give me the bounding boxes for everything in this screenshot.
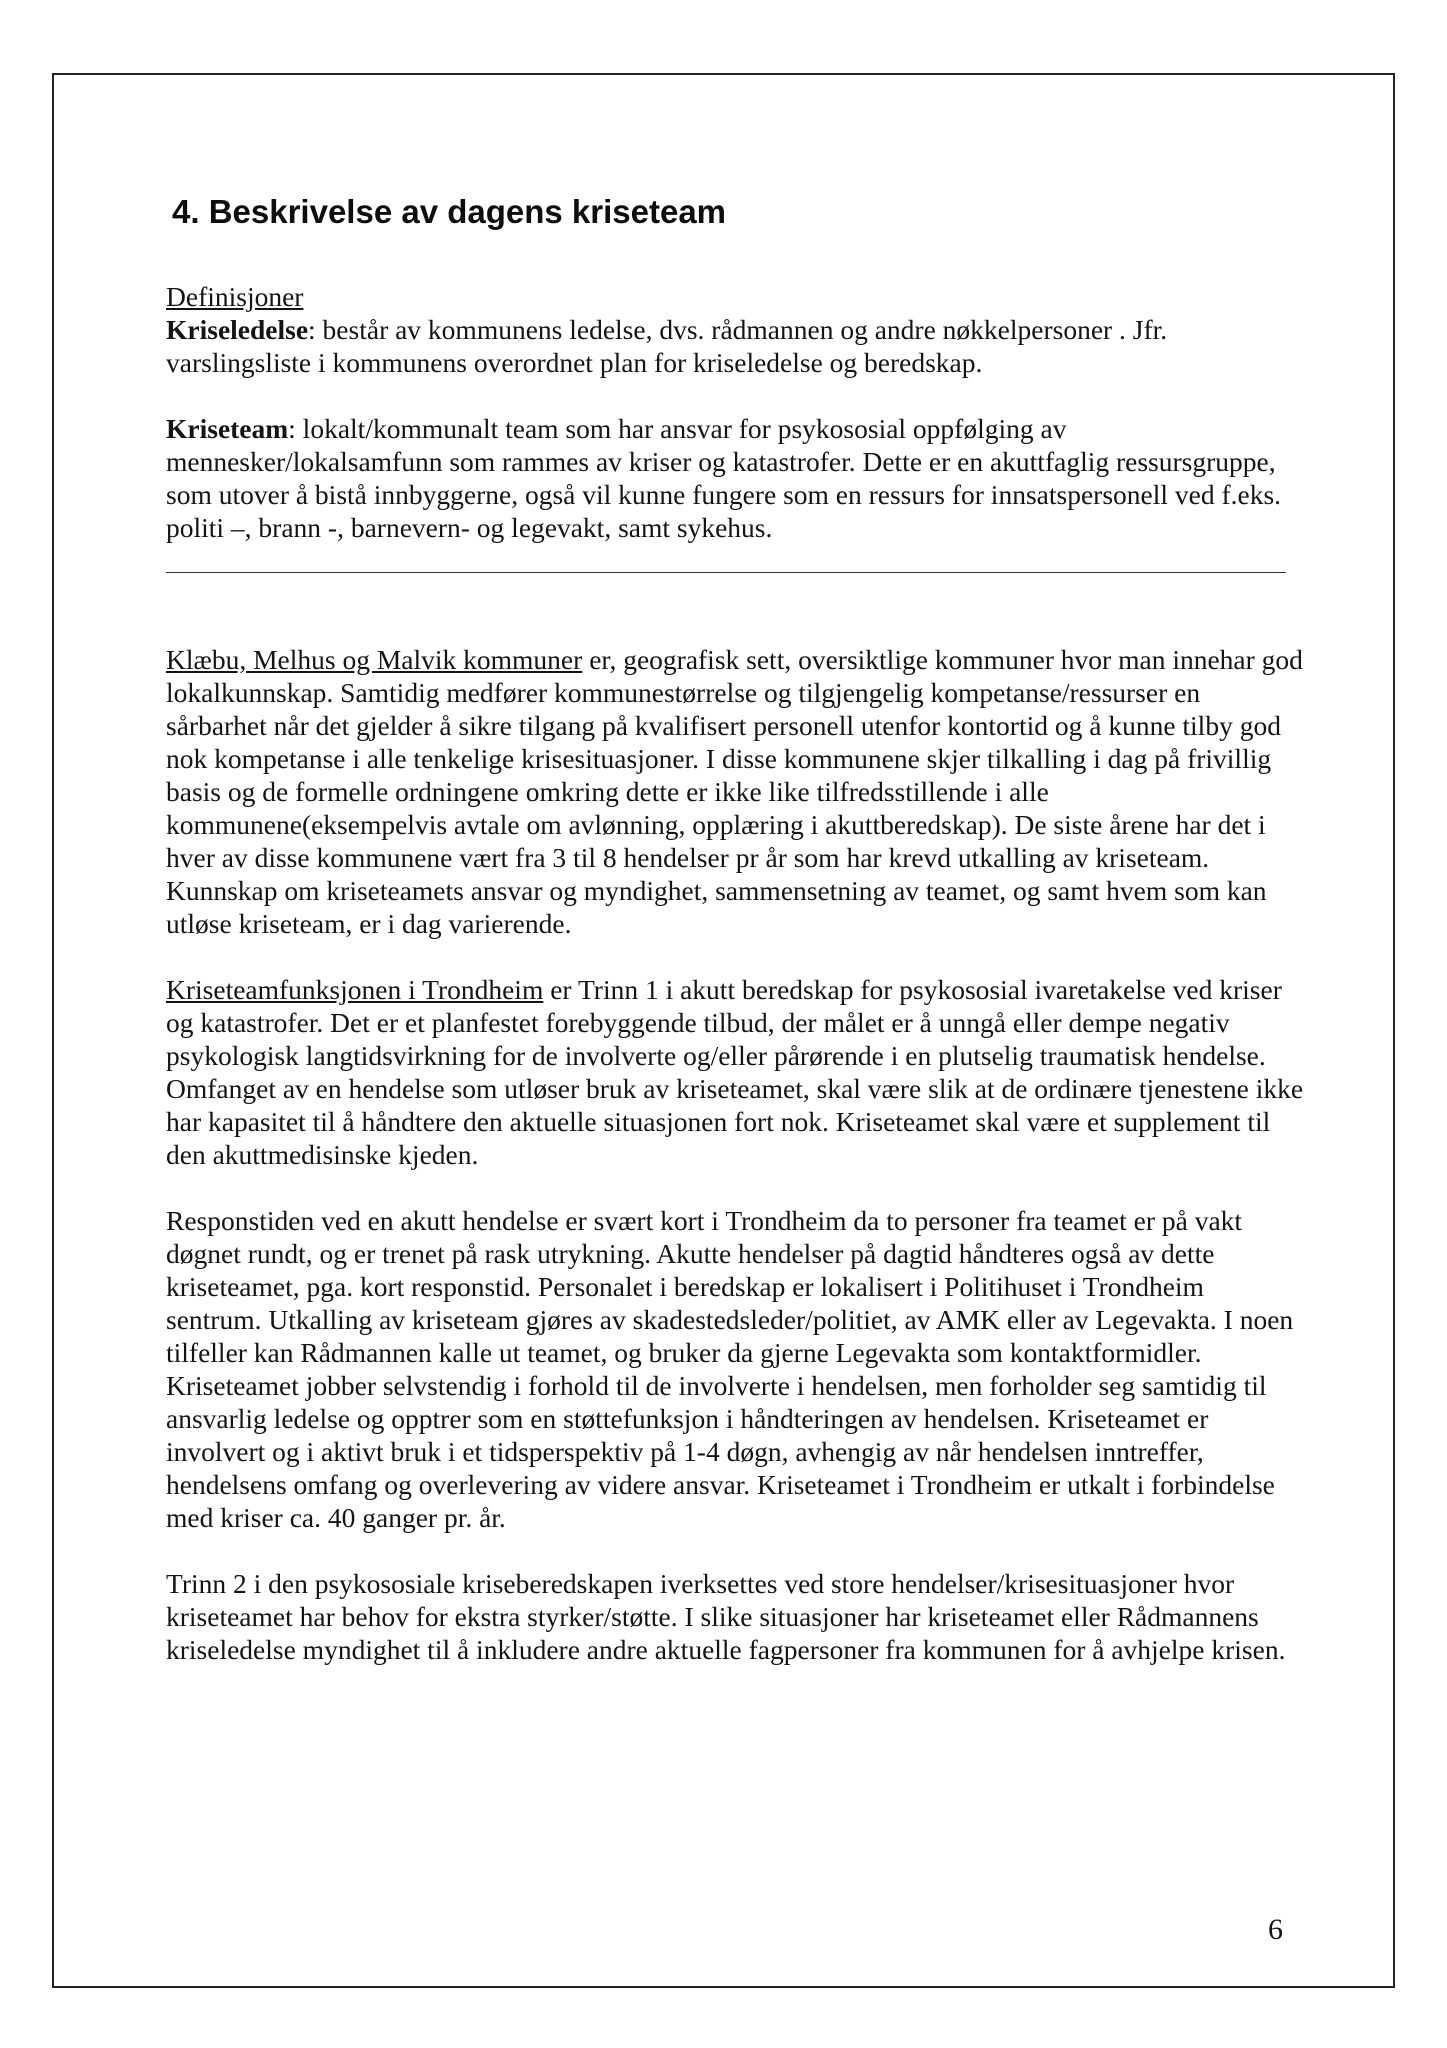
section-heading: 4. Beskrivelse av dagens kriseteam [172, 193, 727, 230]
definition-kriseledelse-text: : består av kommunens ledelse, dvs. rådmannen og andre nøkkelpersoner . Jfr. varslingsliste i kommunens overordnet plan for kriseledelse og beredskap. [166, 314, 1168, 378]
definition-kriseteam [166, 412, 1306, 544]
paragraph-trinn-2 [166, 1567, 1306, 1666]
term-kriseteam: Kriseteam [166, 413, 289, 444]
paragraph-lead: Klæbu, Melhus og Malvik kommuner [166, 644, 583, 675]
definition-kriseteam-text: : lokalt/kommunalt team som har ansvar for psykososial oppfølging av mennesker/lokalsamfunn som rammes av kriser og katastrofer. Dette er en akuttfaglig ressursgruppe, som utover å bistå innbyggerne, også vil kunne fungere som en ressurs for innsatspersonell ved f.eks. politi –, brann -, barnevern- og legevakt, samt sykehus. [166, 413, 1282, 543]
term-kriseledelse: Kriseledelse [166, 314, 309, 345]
paragraph-text: Responstiden ved en akutt hendelse er svært kort i Trondheim da to personer fra teamet er på vakt døgnet rundt, og er trenet på rask utrykning. Akutte hendelser på dagtid håndteres også av dette kriseteamet, pga. kort responstid. Personalet i beredskap er lokalisert i Politihuset i Trondheim sentrum. Utkalling av kriseteam gjøres av skadestedsleder/politiet, av AMK eller av Legevakta. I noen tilfeller kan Rådmannen kalle ut teamet, og bruker da gjerne Legevakta som kontaktformidler. Kriseteamet jobber selvstendig i forhold til de involverte i hendelsen, men forholder seg samtidig til ansvarlig ledelse og opptrer som en støttefunksjon i håndteringen av hendelsen. Kriseteamet er involvert og i aktivt bruk i et tidsperspektiv på 1-4 døgn, avhengig av når hendelsen inntreffer, hendelsens omfang og overlevering av videre ansvar. Kriseteamet i Trondheim er utkalt i forbindelse med kriser ca. 40 ganger pr. år. [166, 1205, 1294, 1533]
definitions-title: Definisjoner [166, 281, 304, 312]
paragraph-text: Trinn 2 i den psykososiale kriseberedskapen iverksettes ved store hendelser/krisesituasjoner hvor kriseteamet har behov for ekstra styrker/støtte. I slike situasjoner har kriseteamet eller Rådmannens kriseledelse myndighet til å inkludere andre aktuelle fagpersoner fra kommunen for å avhjelpe krisen. [166, 1568, 1286, 1665]
paragraph-klaebu-melhus-malvik [166, 643, 1306, 940]
paragraph-lead: Kriseteamfunksjonen i Trondheim [166, 974, 544, 1005]
paragraph-text: er, geografisk sett, oversiktlige kommuner hvor man innehar god lokalkunnskap. Samtidig medfører kommunestørrelse og tilgjengelig kompetanse/ressurser en sårbarhet når det gjelder å sikre tilgang på kvalifisert personell utenfor kontortid og å kunne tilby god nok kompetanse i alle tenkelige krisesituasjoner. I disse kommunene skjer tilkalling i dag på frivillig basis og de formelle ordningene omkring dette er ikke like tilfredsstillende i alle kommunene(eksempelvis avtale om avlønning, opplæring i akuttberedskap). De siste årene har det i hver av disse kommunene vært fra 3 til 8 hendelser pr år som har krevd utkalling av kriseteam. Kunnskap om kriseteamets ansvar og myndighet, sammensetning av teamet, og samt hvem som kan utløse kriseteam, er i dag varierende. [166, 644, 1303, 939]
definition-kriseledelse [166, 313, 1306, 379]
paragraph-trondheim [166, 973, 1306, 1171]
document-body [166, 180, 1306, 1666]
paragraph-responstid [166, 1204, 1306, 1534]
paragraph-text: er Trinn 1 i akutt beredskap for psykososial ivaretakelse ved kriser og katastrofer. Det er et planfestet forebyggende tilbud, der målet er å unngå eller dempe negativ psykologisk langtidsvirkning for de involverte og/eller pårørende i en plutselig traumatisk hendelse. Omfanget av en hendelse som utløser bruk av kriseteamet, skal være slik at de ordinære tjenestene ikke har kapasitet til å håndtere den aktuelle situasjonen fort nok. Kriseteamet skal være et supplement til den akuttmedisinske kjeden. [166, 974, 1304, 1170]
page-number: 6 [1268, 1913, 1283, 1946]
